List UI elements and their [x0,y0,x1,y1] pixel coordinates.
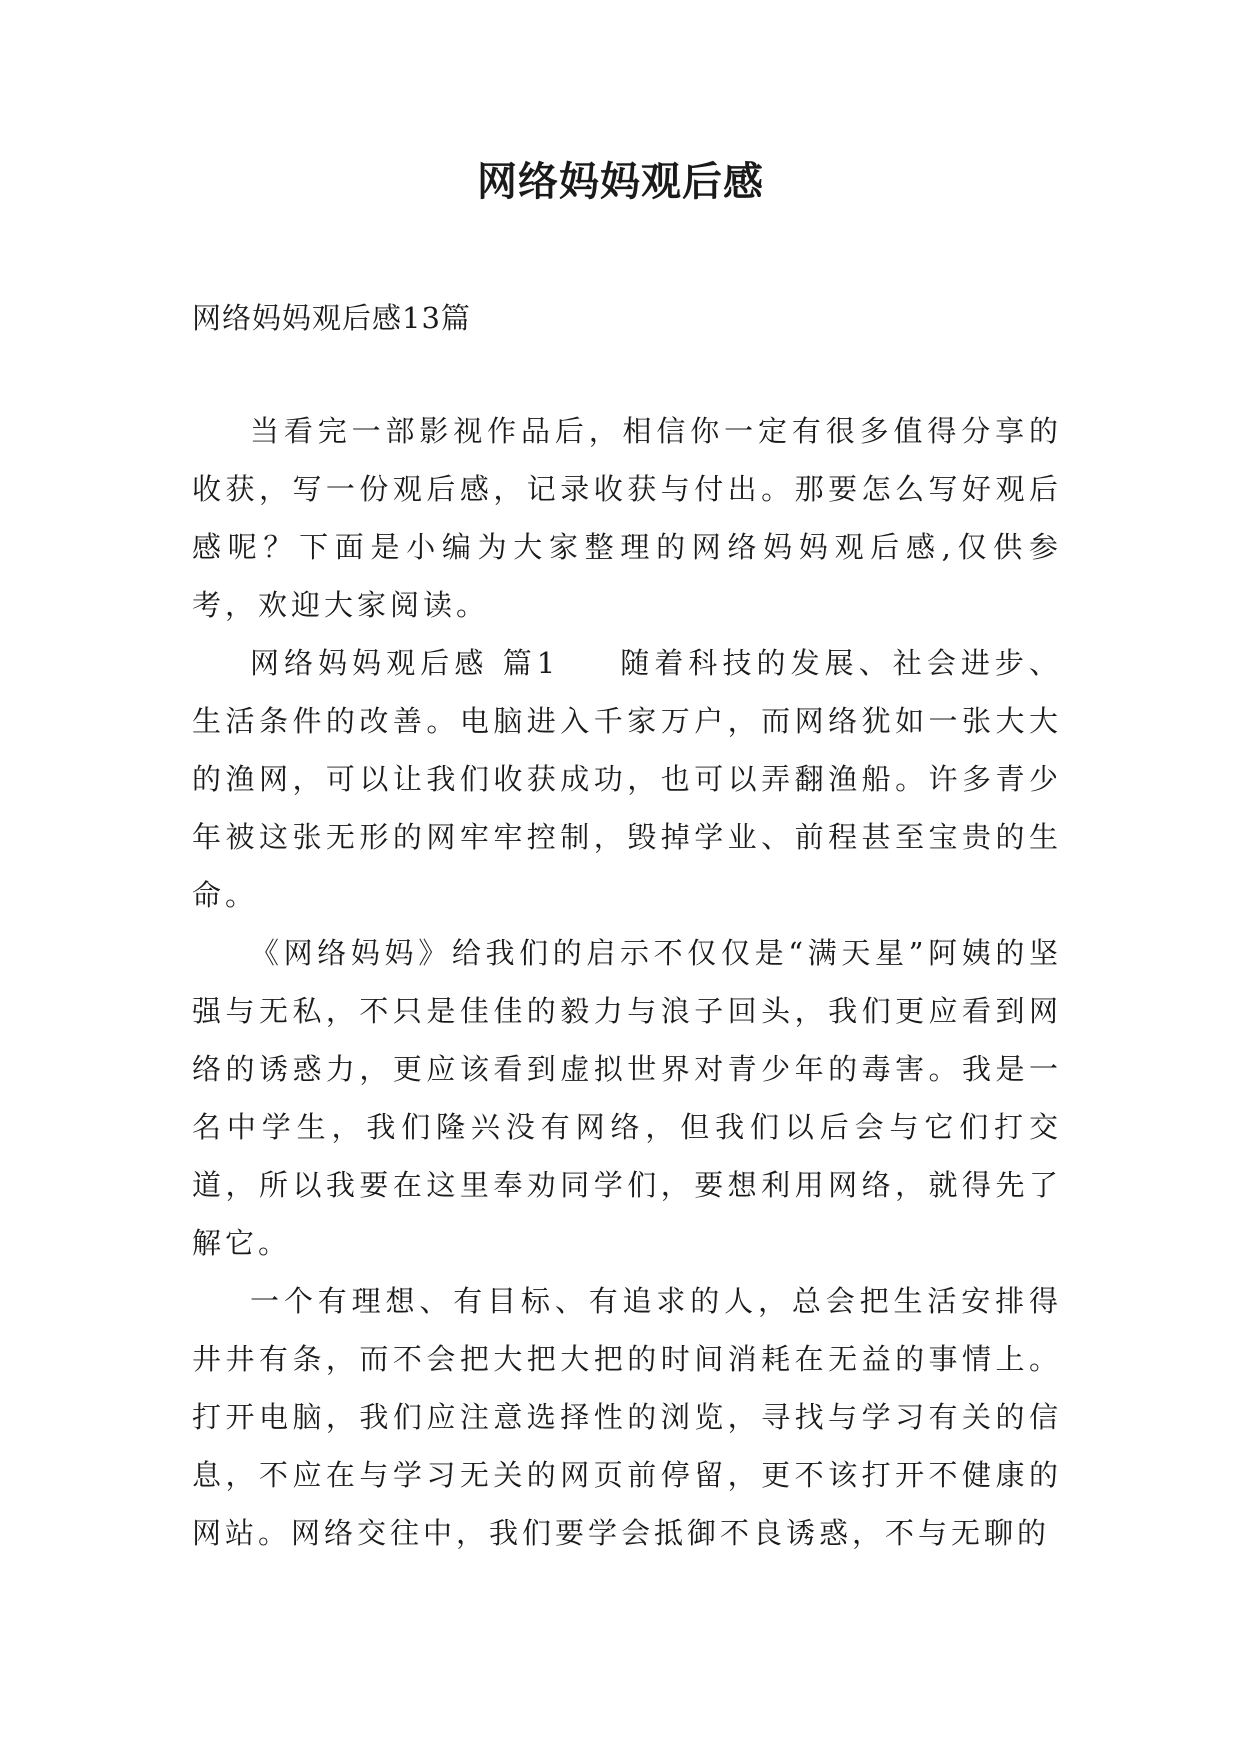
paragraph-2: 《网络妈妈》给我们的启示不仅仅是“满天星”阿姨的坚强与无私，不只是佳佳的毅力与浪子回头，我们更应看到网络的诱惑力，更应该看到虚拟世界对青少年的毒害。我是一名中学生，我们隆兴没有网络，但我们以后会与它们打交道，所以我要在这里奉劝同学们，要想利用网络，就得先了解它。 [192,936,1062,1260]
section-1-text: 随着科技的发展、社会进步、生活条件的改善。电脑进入千家万户，而网络犹如一张大大的渔网，可以让我们收获成功，也可以弄翻渔船。许多青少年被这张无形的网牢牢控制，毁掉学业、前程甚至宝贵的生命。 [192,646,1062,912]
paragraph-intro: 当看完一部影视作品后，相信你一定有很多值得分享的收获，写一份观后感，记录收获与付出。那要怎么写好观后感呢？下面是小编为大家整理的网络妈妈观后感,仅供参考，欢迎大家阅读。 [192,414,1062,622]
document-title: 网络妈妈观后感 [477,158,764,205]
document-body [192,402,1062,1562]
paragraph-3: 一个有理想、有目标、有追求的人，总会把生活安排得井井有条，而不会把大把大把的时间消耗在无益的事情上。打开电脑，我们应注意选择性的浏览，寻找与学习有关的信息，不应在与学习无关的网页前停留，更不该打开不健康的网站。网络交往中，我们要学会抵御不良诱惑，不与无聊的 [192,1284,1062,1550]
section-1-heading: 网络妈妈观后感 篇1 [250,646,560,680]
document-subtitle: 网络妈妈观后感13篇 [192,301,471,335]
paragraph-section-1 [192,634,1062,924]
